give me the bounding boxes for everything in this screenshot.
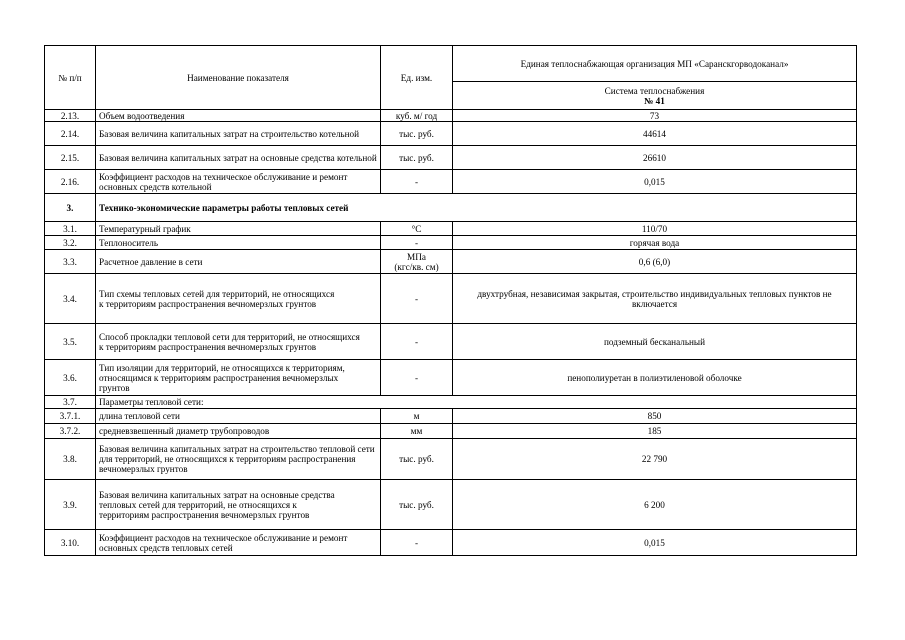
- row-unit: -: [381, 530, 453, 556]
- row-unit: -: [381, 360, 453, 396]
- header-num: № п/п: [45, 46, 96, 110]
- table-row: [45, 170, 857, 194]
- row-name: Коэффициент расходов на техническое обслуживание и ремонт основных средств тепловых сетей: [96, 530, 381, 556]
- row-unit: мм: [381, 424, 453, 439]
- row-num: 2.16.: [45, 170, 96, 194]
- table-row: [45, 274, 857, 324]
- table-row: [45, 222, 857, 236]
- row-unit: -: [381, 170, 453, 194]
- row-name: Базовая величина капитальных затрат на строительство котельной: [96, 122, 381, 146]
- row-num: 3.7.: [45, 396, 96, 409]
- section-num: 3.: [45, 194, 96, 222]
- row-num: 3.8.: [45, 439, 96, 480]
- row-name: Способ прокладки тепловой сети для территорий, не относящихся к территориям распространения вечномерзлых грунтов: [96, 324, 381, 360]
- row-value: 185: [453, 424, 857, 439]
- table-row: [45, 360, 857, 396]
- row-unit: -: [381, 274, 453, 324]
- row-num: 3.3.: [45, 250, 96, 274]
- row-value: 26610: [453, 146, 857, 170]
- row-name: Базовая величина капитальных затрат на строительство тепловой сети для территорий, не относящихся к территориям распространения вечномерзлых грунтов: [96, 439, 381, 480]
- row-num: 2.15.: [45, 146, 96, 170]
- row-unit-line1: МПа: [407, 251, 426, 262]
- row-value: 44614: [453, 122, 857, 146]
- header-system-line2: № 41: [644, 95, 665, 106]
- row-num: 3.7.1.: [45, 409, 96, 424]
- row-unit: тыс. руб.: [381, 439, 453, 480]
- row-unit: [381, 250, 453, 274]
- row-value: 0,015: [453, 530, 857, 556]
- row-name: Тип схемы тепловых сетей для территорий, не относящихся к территориям распространения вечномерзлых грунтов: [96, 274, 381, 324]
- row-unit: куб. м/ год: [381, 110, 453, 122]
- row-name: Базовая величина капитальных затрат на основные средства тепловых сетей для территорий, не относящихся к территориям распространения вечномерзлых грунтов: [96, 480, 381, 530]
- row-value: 6 200: [453, 480, 857, 530]
- header-name: Наименование показателя: [96, 46, 381, 110]
- table-row: [45, 146, 857, 170]
- row-num: 2.13.: [45, 110, 96, 122]
- row-unit: м: [381, 409, 453, 424]
- parameters-table: [44, 45, 857, 556]
- header-unit: Ед. изм.: [381, 46, 453, 110]
- table-row: [45, 236, 857, 250]
- row-value: 22 790: [453, 439, 857, 480]
- row-value: 110/70: [453, 222, 857, 236]
- row-unit: -: [381, 324, 453, 360]
- row-num: 3.1.: [45, 222, 96, 236]
- row-num: 3.2.: [45, 236, 96, 250]
- table-row: [45, 424, 857, 439]
- row-value: горячая вода: [453, 236, 857, 250]
- row-name: средневзвешенный диаметр трубопроводов: [96, 424, 381, 439]
- subsection-row: [45, 396, 857, 409]
- row-unit: °C: [381, 222, 453, 236]
- row-value: 0,6 (6,0): [453, 250, 857, 274]
- row-name: Тип изоляции для территорий, не относящихся к территориям, относящимся к территориям распространения вечномерзлых грунтов: [96, 360, 381, 396]
- section-title: Технико-экономические параметры работы тепловых сетей: [96, 194, 857, 222]
- table-row: [45, 480, 857, 530]
- row-name: Базовая величина капитальных затрат на основные средства котельной: [96, 146, 381, 170]
- header-org: Единая теплоснабжающая организация МП «Саранскгорводоканал»: [453, 46, 857, 82]
- table-row: [45, 439, 857, 480]
- row-num: 3.10.: [45, 530, 96, 556]
- header-system: [453, 82, 857, 110]
- table-row: [45, 122, 857, 146]
- row-unit: -: [381, 236, 453, 250]
- row-value: 73: [453, 110, 857, 122]
- row-unit-line2: (кгс/кв. см): [394, 261, 439, 272]
- row-unit: тыс. руб.: [381, 122, 453, 146]
- header-system-line1: Система теплоснабжения: [604, 85, 705, 96]
- row-num: 3.6.: [45, 360, 96, 396]
- row-num: 2.14.: [45, 122, 96, 146]
- table-row: [45, 110, 857, 122]
- table-row: [45, 250, 857, 274]
- row-value: 850: [453, 409, 857, 424]
- row-name: Расчетное давление в сети: [96, 250, 381, 274]
- row-name: Параметры тепловой сети:: [96, 396, 857, 409]
- header-row: [45, 46, 857, 82]
- row-value: подземный бесканальный: [453, 324, 857, 360]
- row-name: Теплоноситель: [96, 236, 381, 250]
- row-num: 3.9.: [45, 480, 96, 530]
- row-unit: тыс. руб.: [381, 480, 453, 530]
- table-row: [45, 409, 857, 424]
- row-num: 3.4.: [45, 274, 96, 324]
- table-row: [45, 324, 857, 360]
- row-name: Объем водоотведения: [96, 110, 381, 122]
- row-name: Температурный график: [96, 222, 381, 236]
- row-value: двухтрубная, независимая закрытая, строительство индивидуальных тепловых пунктов не включается: [453, 274, 857, 324]
- row-value: 0,015: [453, 170, 857, 194]
- row-value: пенополиуретан в полиэтиленовой оболочке: [453, 360, 857, 396]
- row-num: 3.7.2.: [45, 424, 96, 439]
- table-row: [45, 530, 857, 556]
- row-name: Коэффициент расходов на техническое обслуживание и ремонт основных средств котельной: [96, 170, 381, 194]
- row-unit: тыс. руб.: [381, 146, 453, 170]
- section-row: [45, 194, 857, 222]
- row-num: 3.5.: [45, 324, 96, 360]
- row-name: длина тепловой сети: [96, 409, 381, 424]
